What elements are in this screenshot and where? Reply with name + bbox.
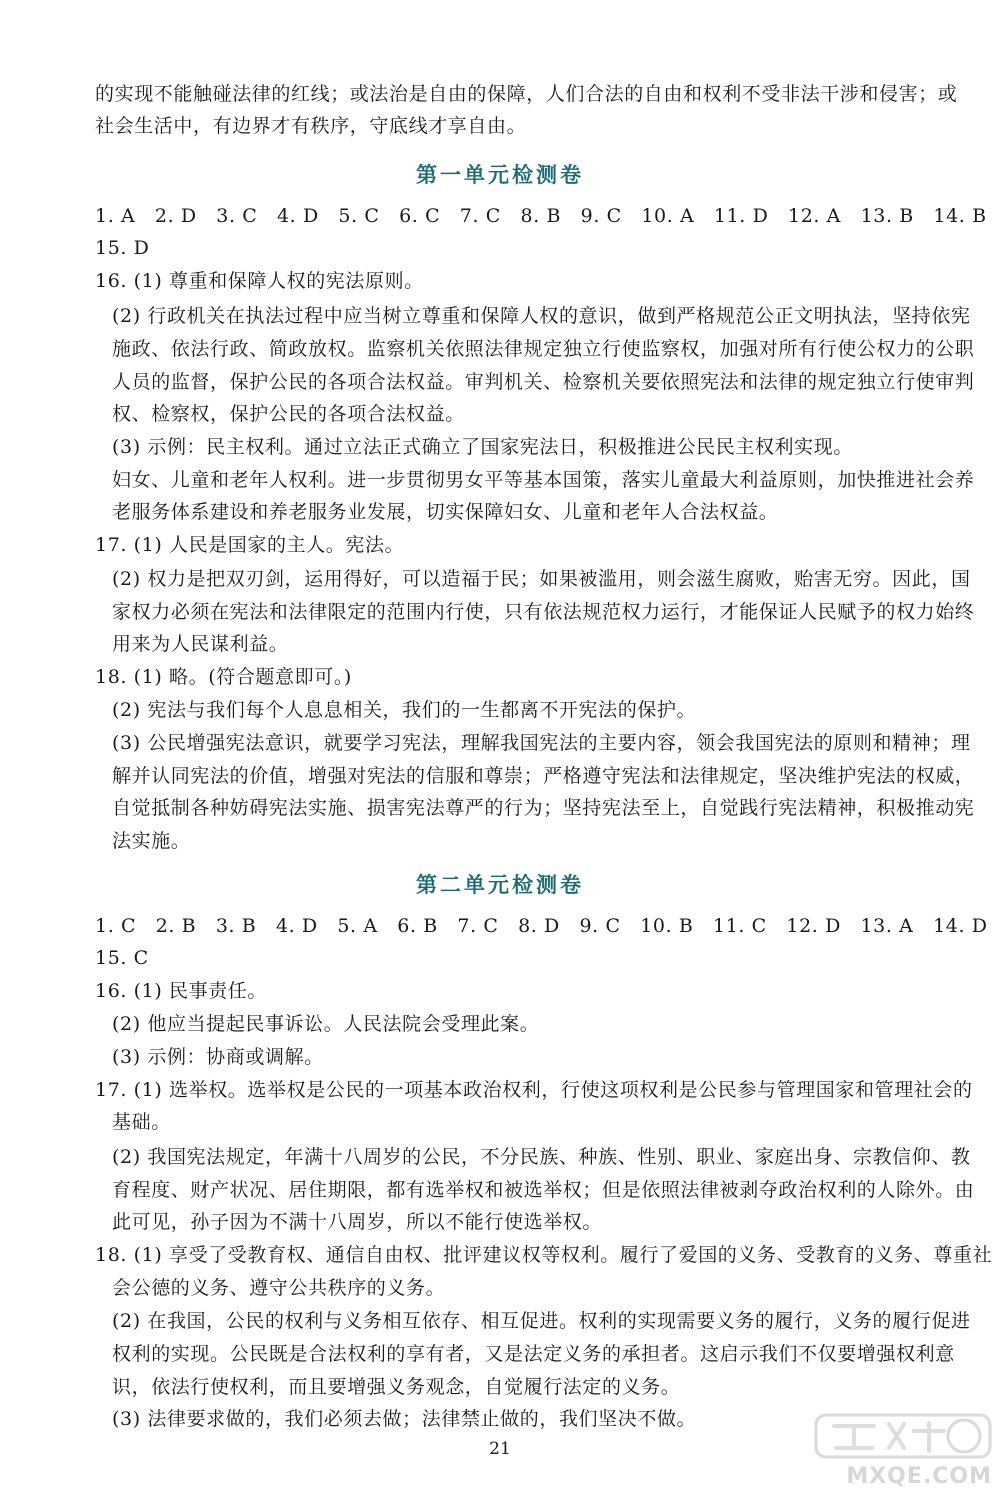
unit2-q16-1: 16. (1) 民事责任。 [95, 980, 268, 1002]
intro-line-1: 的实现不能触碰法律的红线；或法治是自由的保障，人们合法的自由和权利不受非法干涉和侵害；或 [95, 83, 958, 105]
unit1-q18-3-l4: 法实施。 [112, 830, 191, 852]
unit1-q16-3-l3: 老服务体系建设和养老服务业发展，切实保障妇女、儿童和老年人合法权益。 [112, 501, 779, 523]
unit2-q17-2-l3: 此可见，孙子因为不满十八周岁，所以不能行使选举权。 [112, 1211, 603, 1233]
unit1-q16-3-l1: (3) 示例：民主权利。通过立法正式确立了国家宪法日，积极推进公民民主权利实现。 [112, 436, 853, 458]
unit1-q16-2-l1: (2) 行政机关在执法过程中应当树立尊重和保障人权的意识，做到严格规范公正文明执法，坚持依宪 [112, 305, 971, 327]
unit1-q18-3-l3: 自觉抵制各种妨碍宪法实施、损害宪法尊严的行为；坚持宪法至上，自觉践行宪法精神，积极推动宪 [112, 797, 975, 819]
unit1-q16-3-l2: 妇女、儿童和老年人权利。进一步贯彻男女平等基本国策，落实儿童最大利益原则，加快推进社会养 [112, 469, 975, 491]
watermark-emblem-icon [814, 1411, 992, 1461]
unit1-q16-2-l4: 权、检察权，保护公民的各项合法权益。 [112, 403, 465, 425]
unit2-title: 第二单元检测卷 [416, 873, 584, 897]
unit2-q18-3: (3) 法律要求做的，我们必须去做；法律禁止做的，我们坚决不做。 [112, 1408, 697, 1430]
unit2-choice-answers: 1. C 2. B 3. B 4. D 5. A 6. B 7. C 8. D 9. C 10. B 11. C 12. D 13. A 14. D [95, 915, 988, 937]
unit2-q18-2-l2: 权利的实现。公民既是合法权利的享有者，又是法定义务的承担者。这启示我们不仅要增强权利意 [112, 1343, 955, 1365]
unit2-q16-3: (3) 示例：协商或调解。 [112, 1046, 324, 1068]
unit2-q17-2-l1: (2) 我国宪法规定，年满十八周岁的公民，不分民族、种族、性别、职业、家庭出身、宗教信仰、教 [112, 1146, 971, 1168]
unit2-q18-1-l1: 18. (1) 享受了受教育权、通信自由权、批评建议权等权利。履行了爱国的义务、受教育的义务、尊重社 [95, 1244, 993, 1266]
unit1-q18-3-l1: (3) 公民增强宪法意识，就要学习宪法，理解我国宪法的主要内容，领会我国宪法的原则和精神；理 [112, 732, 971, 754]
unit2-q17-2-l2: 育程度、财产状况、居住期限，都有选举权和被选举权；但是依照法律被剥夺政治权利的人除外。由 [112, 1179, 975, 1201]
intro-line-2: 社会生活中，有边界才有秩序，守底线才享自由。 [95, 115, 527, 137]
unit1-q18-1: 18. (1) 略。(符合题意即可。) [95, 666, 352, 688]
unit1-q16-1: 16. (1) 尊重和保障人权的宪法原则。 [95, 270, 424, 292]
unit1-q16-2-l2: 施政、依法行政、简政放权。监察机关依照法律规定独立行使监察权，加强对所有行使公权力的公职 [112, 338, 975, 360]
unit1-q16-2-l3: 人员的监督，保护公民的各项合法权益。审判机关、检察机关要依照宪法和法律的规定独立行使审判 [112, 371, 975, 393]
unit2-q18-2-l3: 识，依法行使权利，而且要增强义务观念，自觉履行法定的义务。 [112, 1376, 681, 1398]
watermark-logo [814, 1411, 992, 1489]
unit1-q18-3-l2: 解并认同宪法的价值，增强对宪法的信服和尊崇；严格遵守宪法和法律规定，坚决维护宪法的权威， [112, 765, 975, 787]
unit2-q16-2: (2) 他应当提起民事诉讼。人民法院会受理此案。 [112, 1013, 540, 1035]
unit1-q17-2-l2: 家权力必须在宪法和法律限定的范围内行使，只有依法规范权力运行，才能保证人民赋予的权力始终 [112, 601, 975, 623]
unit1-q17-2-l3: 用来为人民谋利益。 [112, 633, 289, 655]
unit2-q17-1-l1: 17. (1) 选举权。选举权是公民的一项基本政治权利，行使这项权利是公民参与管理国家和管理社会的 [95, 1079, 973, 1101]
unit1-q18-2: (2) 宪法与我们每个人息息相关，我们的一生都离不开宪法的保护。 [112, 699, 697, 721]
unit2-choice-answers-cont: 15. C [95, 947, 149, 969]
unit1-title: 第一单元检测卷 [416, 163, 584, 187]
watermark-text: MXQE.COM [846, 1464, 992, 1489]
unit1-choice-answers: 1. A 2. D 3. C 4. D 5. C 6. C 7. C 8. B 9. C 10. A 11. D 12. A 13. B 14. B [95, 205, 987, 227]
page-number: 21 [489, 1439, 511, 1459]
unit1-q17-2-l1: (2) 权力是把双刃剑，运用得好，可以造福于民；如果被滥用，则会滋生腐败，贻害无穷。因此，国 [112, 568, 971, 590]
unit2-q18-2-l1: (2) 在我国，公民的权利与义务相互依存、相互促进。权利的实现需要义务的履行，义务的履行促进 [112, 1310, 971, 1332]
unit1-choice-answers-cont: 15. D [95, 237, 150, 259]
unit2-q17-1-l2: 基础。 [112, 1111, 171, 1133]
unit2-q18-1-l2: 会公德的义务、遵守公共秩序的义务。 [112, 1277, 446, 1299]
unit1-q17-1: 17. (1) 人民是国家的主人。宪法。 [95, 534, 405, 556]
